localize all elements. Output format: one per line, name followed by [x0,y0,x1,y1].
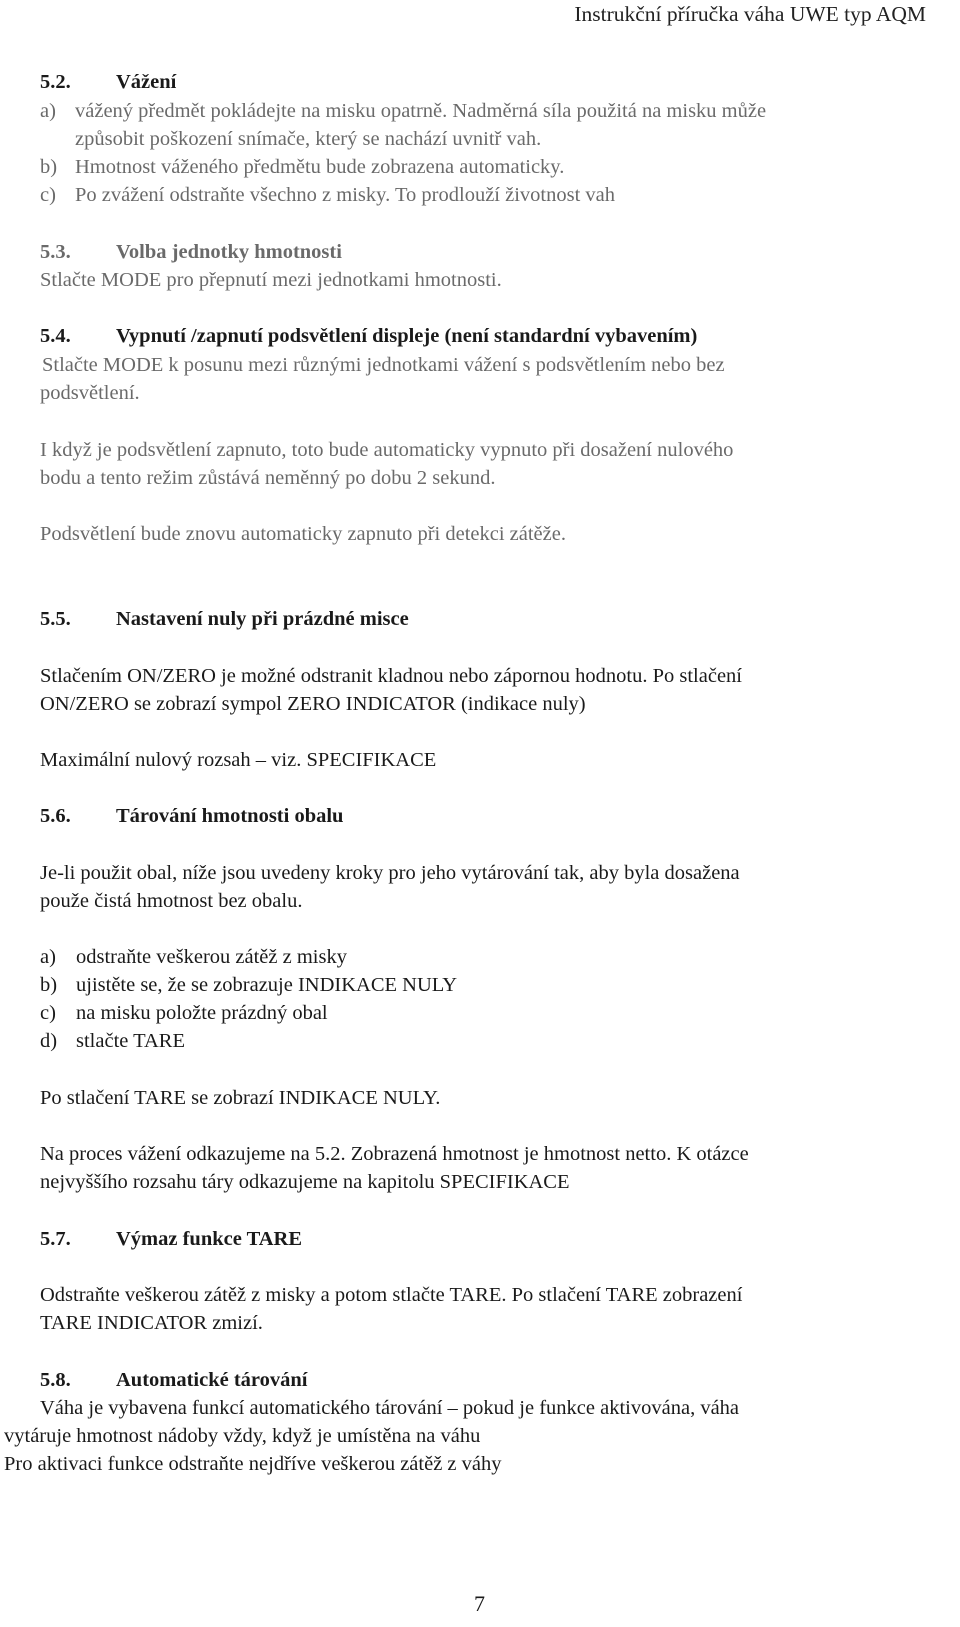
list-item-c [40,1003,328,1024]
section-title: Vážení [116,71,177,93]
section-heading-5-4 [40,326,697,347]
paragraph-cont: Pro aktivaci funkce odstraňte nejdříve veškerou zátěž z váhy [4,1453,502,1475]
paragraph: Stlačte MODE k posunu mezi různými jednotkami vážení s podsvětlením nebo bez [42,354,725,376]
section-number: 5.7. [40,1228,71,1250]
list-text: na misku položte prázdný obal [76,1002,328,1024]
list-text: Hmotnost váženého předmětu bude zobrazena automaticky. [75,156,565,178]
running-header: Instrukční příručka váha UWE typ AQM [574,2,926,26]
section-title: Nastavení nuly při prázdné misce [116,608,409,630]
section-heading-5-5 [40,609,409,630]
section-title: Tárování hmotnosti obalu [116,805,344,827]
paragraph: Podsvětlení bude znovu automaticky zapnuto při detekci zátěže. [40,523,566,545]
list-item-a [40,101,766,122]
paragraph: Stlačte MODE pro přepnutí mezi jednotkami hmotnosti. [40,269,502,291]
section-heading-5-8 [40,1370,308,1391]
list-item-a [40,947,347,968]
list-label: c) [40,184,56,206]
list-label: b) [40,974,58,996]
list-label: d) [40,1030,58,1052]
paragraph: Stlačením ON/ZERO je možné odstranit kladnou nebo zápornou hodnotu. Po stlačení [40,665,742,687]
paragraph-cont: vytáruje hmotnost nádoby vždy, když je umístěna na váhu [4,1425,481,1447]
list-item-c [40,185,615,206]
paragraph: Odstraňte veškerou zátěž z misky a potom stlačte TARE. Po stlačení TARE zobrazení [40,1284,743,1306]
paragraph-cont: ON/ZERO se zobrazí sympol ZERO INDICATOR (indikace nuly) [40,693,586,715]
section-title: Výmaz funkce TARE [116,1228,303,1250]
paragraph: Je-li použit obal, níže jsou uvedeny kroky pro jeho vytárování tak, aby byla dosažena [40,862,740,884]
list-label: c) [40,1002,56,1024]
list-item-d [40,1031,185,1052]
list-text: ujistěte se, že se zobrazuje INDIKACE NULY [76,974,458,996]
section-number: 5.8. [40,1369,71,1391]
paragraph-cont: bodu a tento režim zůstává neměnný po dobu 2 sekund. [40,467,496,489]
section-heading-5-6 [40,806,343,827]
paragraph-cont: TARE INDICATOR zmizí. [40,1312,263,1334]
section-heading-5-7 [40,1229,302,1250]
list-item-b [40,157,564,178]
paragraph: Váha je vybavena funkcí automatického tárování – pokud je funkce aktivována, váha [40,1397,740,1419]
section-number: 5.6. [40,805,71,827]
list-text: stlačte TARE [76,1030,185,1052]
list-item-a-cont: způsobit poškození snímače, který se nachází uvnitř vah. [75,128,542,150]
paragraph-cont: podsvětlení. [40,382,140,404]
section-title: Automatické tárování [116,1369,308,1391]
paragraph: Po stlačení TARE se zobrazí INDIKACE NULY. [40,1087,441,1109]
list-label: a) [40,946,56,968]
list-label: a) [40,100,56,122]
list-text: odstraňte veškerou zátěž z misky [76,946,347,968]
section-number: 5.2. [40,71,71,93]
list-item-b [40,975,457,996]
page-number: 7 [474,1591,485,1616]
section-title: Vypnutí /zapnutí podsvětlení displeje (není standardní vybavením) [116,325,698,347]
paragraph: I když je podsvětlení zapnuto, toto bude automaticky vypnuto při dosažení nulového [40,439,734,461]
section-heading-5-3 [40,242,342,263]
list-text: vážený předmět pokládejte na misku opatrně. Nadměrná síla použitá na misku může [75,100,767,122]
paragraph-cont: použe čistá hmotnost bez obalu. [40,890,303,912]
paragraph-cont: nejvyššího rozsahu táry odkazujeme na kapitolu SPECIFIKACE [40,1171,570,1193]
section-number: 5.5. [40,608,71,630]
section-number: 5.4. [40,325,71,347]
paragraph: Na proces vážení odkazujeme na 5.2. Zobrazená hmotnost je hmotnost netto. K otázce [40,1143,749,1165]
paragraph: Maximální nulový rozsah – viz. SPECIFIKACE [40,749,437,771]
section-heading-5-2 [40,72,176,93]
list-text: Po zvážení odstraňte všechno z misky. To prodlouží životnost vah [75,184,615,206]
section-title: Volba jednotky hmotnosti [116,241,342,263]
list-label: b) [40,156,58,178]
section-number: 5.3. [40,241,71,263]
